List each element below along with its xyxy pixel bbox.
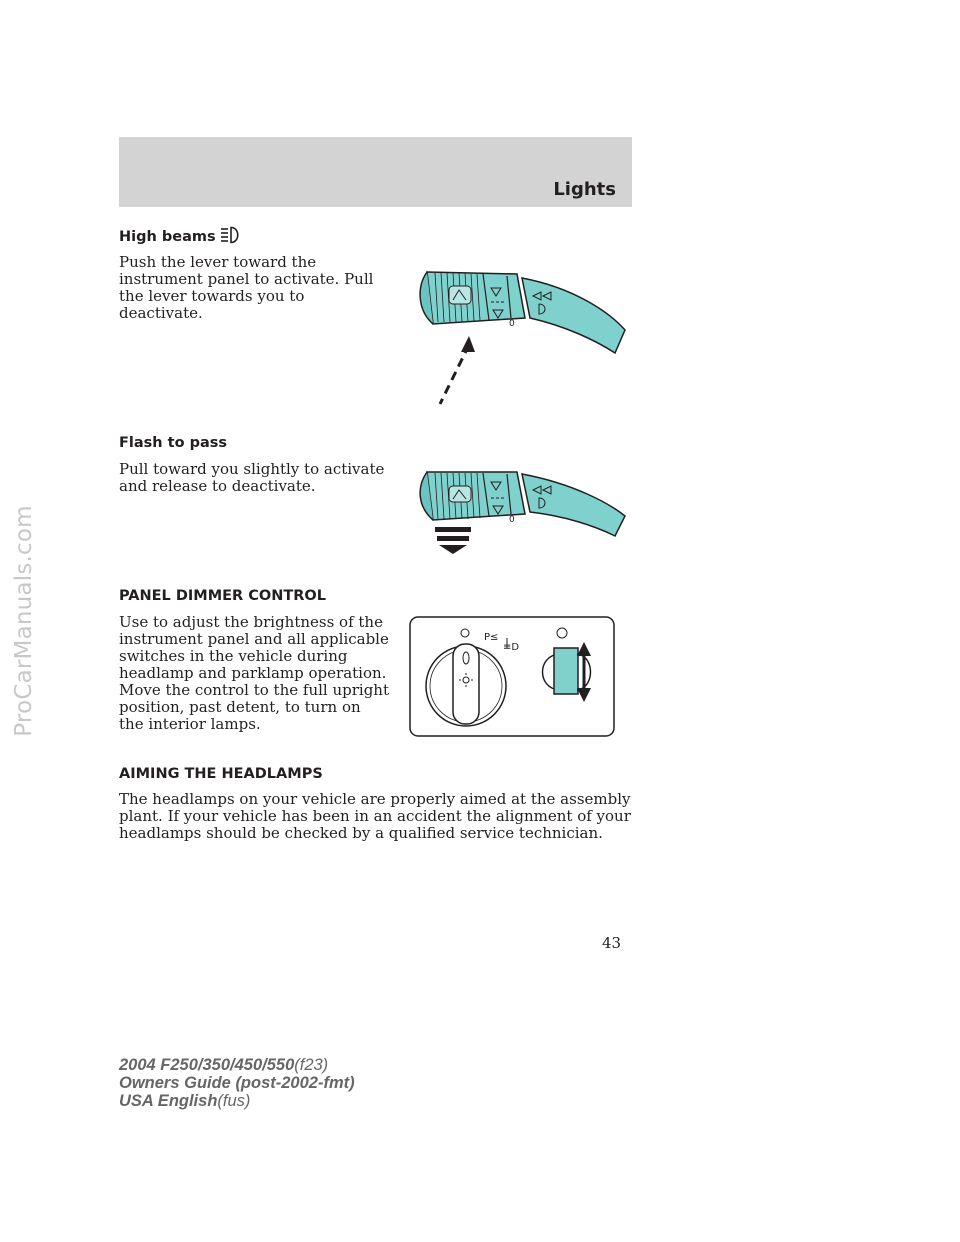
panel-dimmer-illustration [409,616,615,737]
footer-guide: Owners Guide (post-2002-fmt) [119,1074,355,1092]
high-beams-text: Push the lever toward the instrument panel to activate. Pull the lever towards you to deactivate. [119,253,374,322]
panel-dimmer-heading: PANEL DIMMER CONTROL [119,588,326,604]
section-title: Lights [553,179,616,200]
page-number: 43 [602,934,622,952]
flash-to-pass-lever-illustration [405,466,630,556]
aiming-text: The headlamps on your vehicle are properly aimed at the assembly plant. If your vehicle has been in an accident the alignment of your headlamps should be checked by a qualified service technician. [119,790,631,842]
footer [119,1056,355,1110]
svg-text:≡D: ≡D [503,642,520,653]
high-beams-heading [119,226,242,248]
flash-to-pass-text: Pull toward you slightly to activate and release to deactivate. [119,460,385,495]
flash-to-pass-heading: Flash to pass [119,435,228,451]
aiming-heading: AIMING THE HEADLAMPS [119,766,323,782]
section-header-bar [119,137,632,207]
footer-language: USA English [119,1092,218,1110]
high-beam-icon [220,226,242,248]
watermark [2,0,46,1242]
svg-text:P≤: P≤ [484,632,499,643]
high-beam-lever-illustration [405,258,630,408]
svg-text:0: 0 [509,515,515,525]
footer-language-code: (fus) [217,1092,251,1110]
watermark-text: ProCarManuals.com [11,505,37,737]
panel-dimmer-para1: Use to adjust the brightness of the instrument panel and all applicable switches in the vehicle during headlamp and parklamp operation. [119,613,389,682]
svg-text:0: 0 [509,319,515,329]
footer-model: 2004 F250/350/450/550 [119,1056,295,1074]
footer-model-code: (f23) [294,1056,329,1074]
high-beams-heading-text: High beams [119,229,216,245]
panel-dimmer-para2: Move the control to the full upright position, past detent, to turn on the interior lamps. [119,681,389,733]
